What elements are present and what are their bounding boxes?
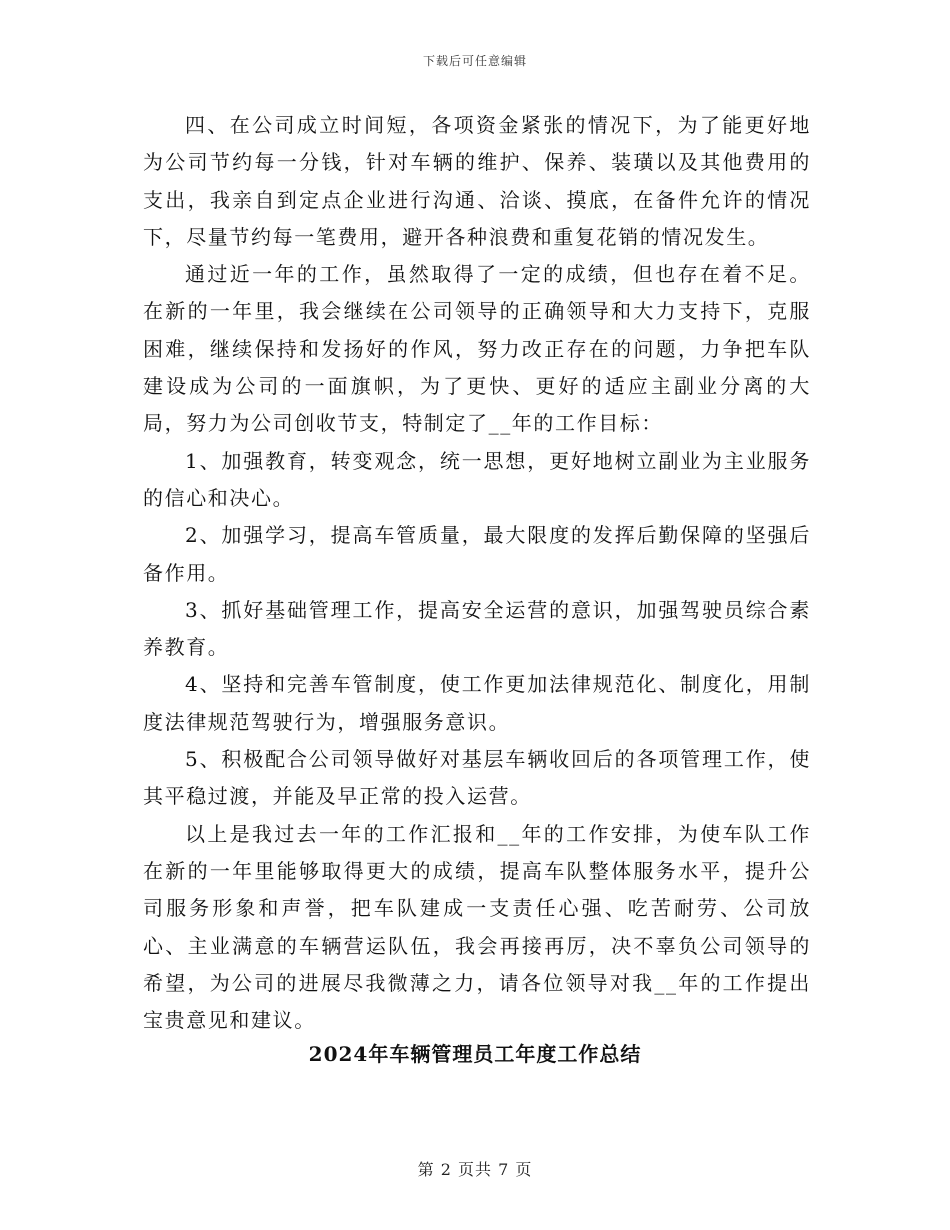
goal-item-4: 4、坚持和完善车管制度，使工作更加法律规范化、制度化，用制度法律规范驾驶行为，增强服务意识。 [143, 672, 811, 734]
goal-item-3: 3、抓好基础管理工作，提高安全运营的意识，加强驾驶员综合素养教育。 [143, 597, 811, 660]
paragraph-closing: 以上是我过去一年的工作汇报和__年的工作安排，为使车队工作在新的一年里能够取得更大的成绩，提高车队整体服务水平，提升公司服务形象和声誉，把车队建成一支责任心强、吃苦耐劳、公司放心、主业满意的车辆营运队伍，我会再接再厉，决不辜负公司领导的希望，为公司的进展尽我微薄之力，请各位领导对我__年的工作提出宝贵意见和建议。 [143, 821, 811, 1033]
goal-item-1: 1、加强教育，转变观念，统一思想，更好地树立副业为主业服务的信心和决心。 [143, 448, 811, 510]
paragraph-summary-goals: 通过近一年的工作，虽然取得了一定的成绩，但也存在着不足。在新的一年里，我会继续在公司领导的正确领导和大力支持下，克服困难，继续保持和发扬好的作风，努力改正存在的问题，力争把车队建设成为公司的一面旗帜，为了更快、更好的适应主副业分离的大局，努力为公司创收节支，特制定了__年的工作目标： [143, 262, 811, 436]
page-number-footer: 第 2 页共 7 页 [417, 1160, 533, 1179]
paragraph-item-4-cost-saving: 四、在公司成立时间短，各项资金紧张的情况下，为了能更好地为公司节约每一分钱，针对车辆的维护、保养、装璜以及其他费用的支出，我亲自到定点企业进行沟通、洽谈、摸底，在备件允许的情况下，尽量节约每一笔费用，避开各种浪费和重复花销的情况发生。 [143, 113, 811, 249]
document-body [143, 107, 811, 1039]
section-title: 2024年车辆管理员工年度工作总结 [308, 1042, 642, 1066]
goal-item-2: 2、加强学习，提高车管质量，最大限度的发挥后勤保障的坚强后备作用。 [143, 523, 811, 585]
goal-item-5: 5、积极配合公司领导做好对基层车辆收回后的各项管理工作，使其平稳过渡，并能及早正常的投入运营。 [143, 747, 811, 809]
page-header-note: 下载后可任意编辑 [422, 54, 527, 68]
